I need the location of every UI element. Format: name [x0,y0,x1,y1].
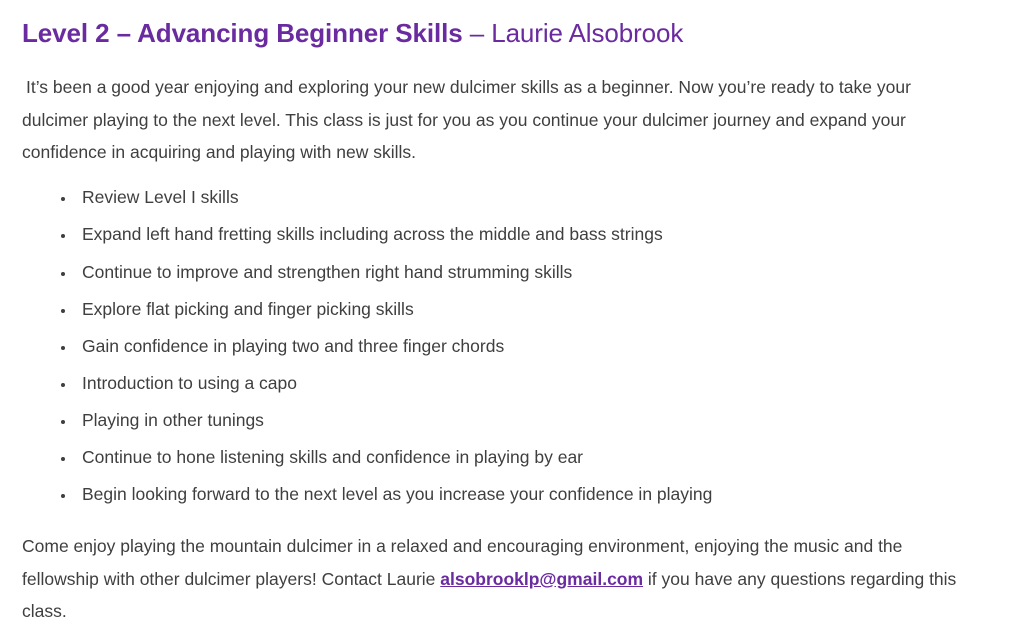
contact-email-link[interactable]: alsobrooklp@gmail.com [440,568,644,589]
page-title [22,18,979,49]
page-title-level: Level 2 – Advancing Beginner Skills [22,18,463,48]
closing-text-before: Come enjoy playing the mountain dulcimer in a relaxed and encouraging environment, enjoying the music and the fellowship with other dulcimer players! Contact Laurie [22,536,903,589]
list-item: • Playing in other tunings [76,407,979,434]
page-title-separator: – [462,18,492,48]
list-item: • Explore flat picking and finger picking skills [76,296,979,323]
closing-paragraph [22,530,979,627]
list-item: • Introduction to using a capo [76,370,979,397]
skills-list [22,184,979,508]
list-item: • Continue to improve and strengthen right hand strumming skills [76,259,979,286]
closing-text-after: if you have any questions regarding this class. [22,568,957,622]
intro-paragraph: It’s been a good year enjoying and exploring your new dulcimer skills as a beginner. Now you’re ready to take your dulcimer playing to the next level. This class is just for you as you continue your dulcimer journey and expand your confidence in acquiring and playing with new skills. [22,77,911,162]
page-title-author: Laurie Alsobrook [491,18,684,48]
list-item: • Gain confidence in playing two and three finger chords [76,333,979,360]
list-item: • Expand left hand fretting skills including across the middle and bass strings [76,221,979,248]
list-item: • Continue to hone listening skills and confidence in playing by ear [76,444,979,471]
list-item: • Review Level I skills [76,184,979,211]
list-item: • Begin looking forward to the next level as you increase your confidence in playing [76,481,979,508]
